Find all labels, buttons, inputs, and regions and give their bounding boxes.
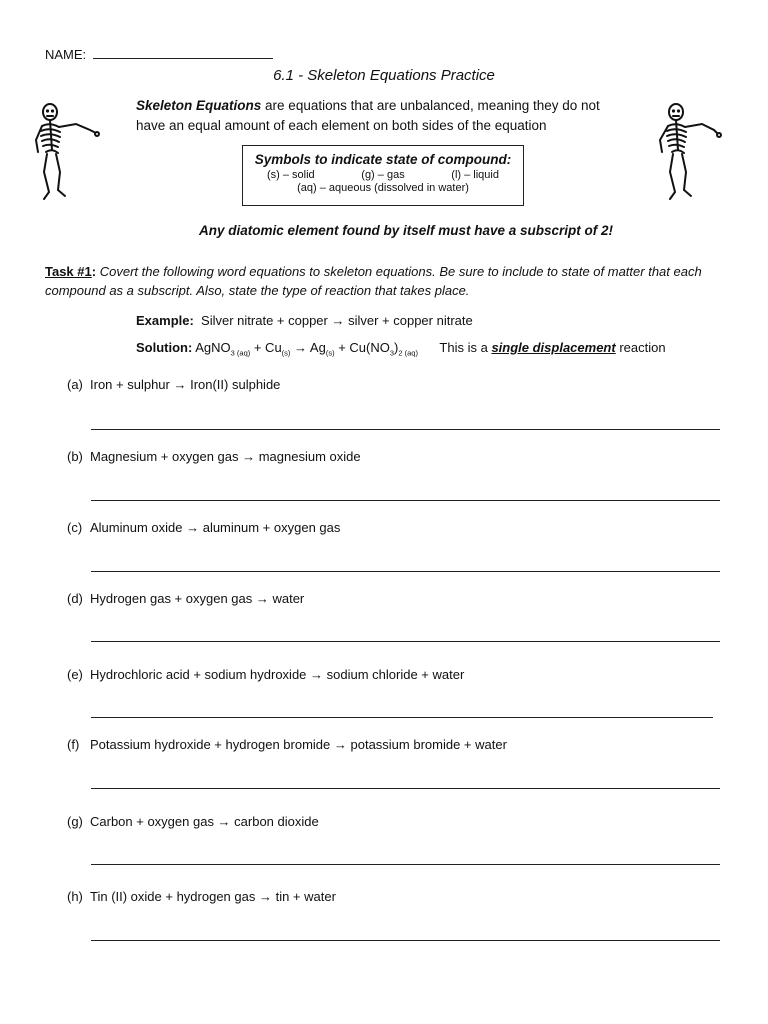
question-a: (a) Iron + sulphur → Iron(II) sulphide — [67, 377, 281, 392]
question-b: (b) Magnesium + oxygen gas → magnesium oxide — [67, 449, 361, 464]
diatomic-note: Any diatomic element found by itself must have a subscript of 2! — [198, 223, 614, 238]
symbol-aqueous: (aq) – aqueous (dissolved in water) — [297, 182, 469, 194]
answer-line-f[interactable] — [91, 788, 720, 789]
task-instructions: Task #1: Covert the following word equations to skeleton equations. Be sure to include to state of matter that each compound as a subscript. Also, state the type of reaction that takes place. — [45, 264, 702, 298]
answer-line-d[interactable] — [91, 641, 720, 642]
solution-equation: AgNO$_{3 (aq)}$ + $Cu_{(s)} \to Ag_{(s)} + Cu(NO_3)_{2 (aq)}$ — [195, 340, 418, 358]
symbols-heading: Symbols to indicate state of compound: — [254, 152, 512, 167]
skeleton-equations-definition — [136, 96, 616, 136]
skeleton-illustration-right — [652, 100, 724, 204]
solution-label: Solution: — [136, 340, 193, 355]
question-g: (g) Carbon + oxygen gas → carbon dioxide — [67, 814, 319, 829]
symbol-liquid: (l) – liquid — [451, 169, 499, 181]
reaction-type: single displacement — [491, 340, 616, 355]
definition-text-line2: have an equal amount of each element on both sides of the equation — [136, 118, 547, 133]
task-description: Covert the following word equations to skeleton equations. Be sure to include to state of matter that each compound as a subscript. Also, state the type of reaction that takes place. — [45, 264, 702, 298]
example-line — [136, 313, 473, 328]
answer-line-c[interactable] — [91, 571, 720, 572]
reaction-suffix: reaction — [619, 340, 666, 355]
definition-term: Skeleton Equations — [136, 98, 262, 113]
name-field-label: NAME: — [45, 47, 273, 62]
answer-line-h[interactable] — [91, 940, 720, 941]
example-text: Silver nitrate + copper → silver + copper nitrate — [201, 313, 473, 328]
solution-line — [136, 340, 666, 358]
question-f: (f) Potassium hydroxide + hydrogen bromide → potassium bromide + water — [67, 737, 507, 752]
example-label: Example: — [136, 313, 194, 328]
reaction-prefix: This is a — [439, 340, 488, 355]
definition-text-line1: are equations that are unbalanced, meaning they do not — [265, 98, 600, 113]
answer-line-e[interactable] — [91, 717, 713, 718]
name-blank-line[interactable] — [93, 47, 273, 59]
skeleton-illustration-left — [32, 100, 104, 204]
question-h: (h) Tin (II) oxide + hydrogen gas → tin + water — [67, 889, 336, 904]
question-d: (d) Hydrogen gas + oxygen gas → water — [67, 591, 305, 606]
answer-line-g[interactable] — [91, 864, 720, 865]
answer-line-a[interactable] — [91, 429, 720, 430]
symbol-solid: (s) – solid — [267, 169, 315, 181]
state-symbols-box — [242, 145, 524, 206]
symbol-gas: (g) – gas — [361, 169, 405, 181]
question-e: (e) Hydrochloric acid + sodium hydroxide → sodium chloride + water — [67, 667, 465, 682]
page-title: 6.1 - Skeleton Equations Practice — [273, 67, 495, 84]
task-label: Task #1 — [45, 264, 92, 279]
question-c: (c) Aluminum oxide → aluminum + oxygen gas — [67, 520, 341, 535]
answer-line-b[interactable] — [91, 500, 720, 501]
